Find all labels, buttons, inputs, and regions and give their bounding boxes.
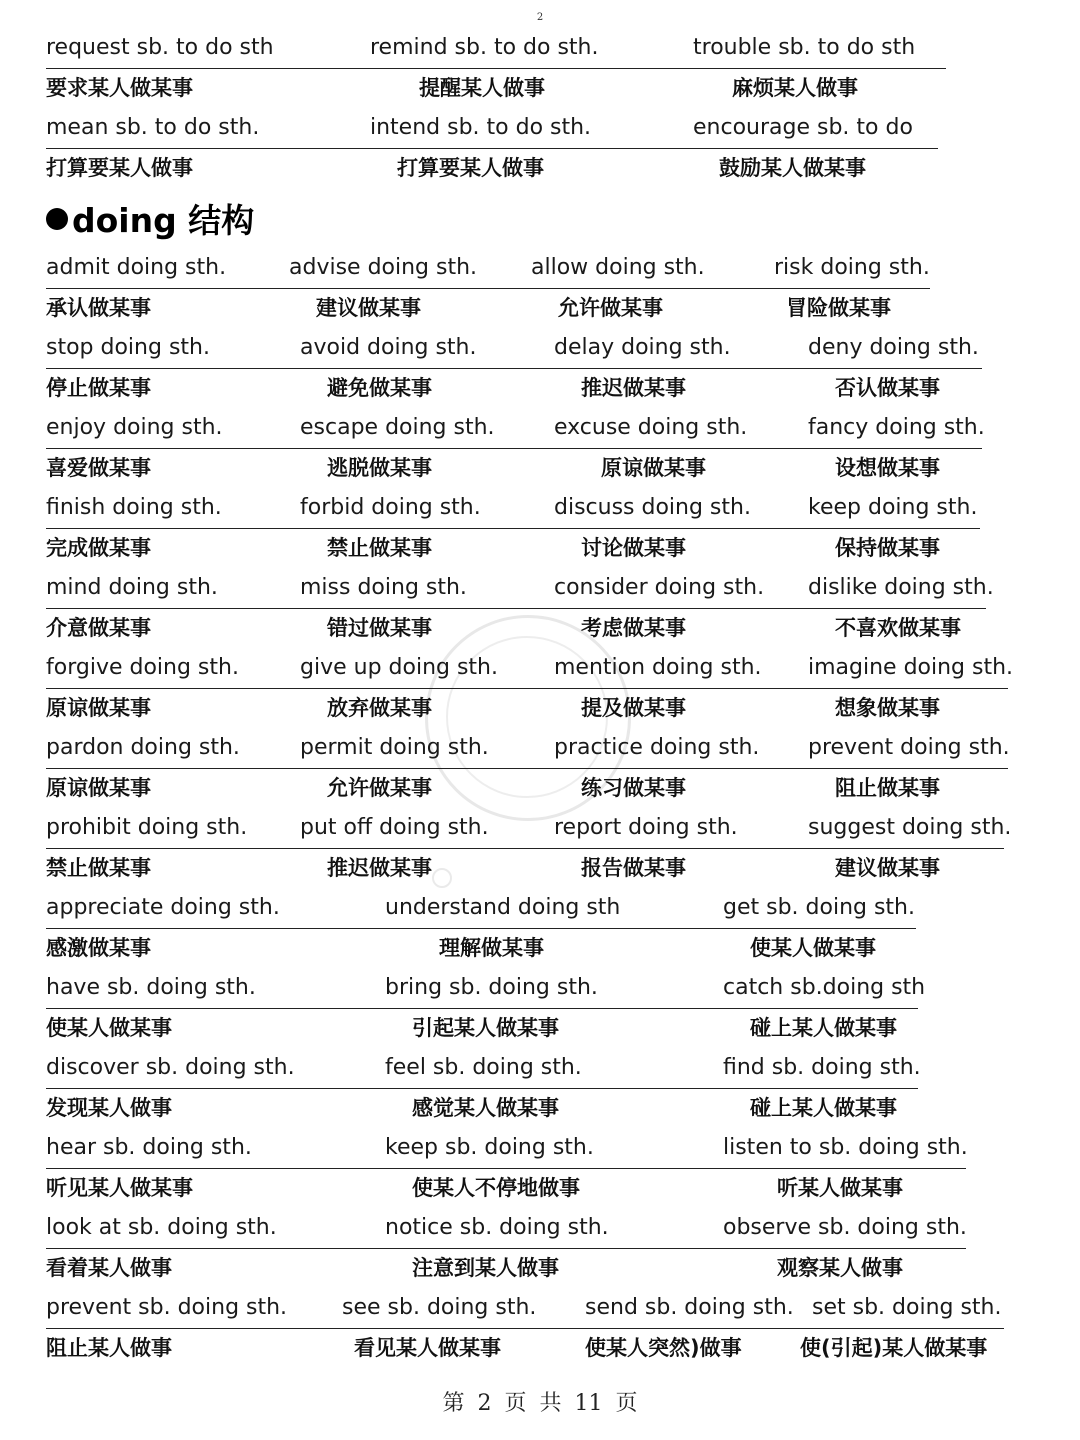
phrase-en: listen to sb. doing sth.: [723, 1135, 968, 1160]
phrase-en: escape doing sth.: [300, 415, 495, 440]
phrase-zh: 看见某人做某事: [354, 1336, 501, 1360]
phrase-en: trouble sb. to do sth: [693, 35, 916, 60]
phrase-row-en: [46, 1128, 966, 1169]
phrase-zh: 打算要某人做事: [46, 156, 193, 180]
phrase-zh: 理解做某事: [439, 936, 544, 960]
phrase-en: bring sb. doing sth.: [385, 975, 598, 1000]
phrase-en: report doing sth.: [554, 815, 738, 840]
phrase-zh: 使某人做某事: [750, 936, 876, 960]
phrase-zh: 错过做某事: [327, 616, 432, 640]
phrase-row-zh: [46, 1168, 966, 1208]
phrase-zh: 使某人做某事: [46, 1016, 172, 1040]
phrase-row-en: [46, 1288, 1004, 1329]
phrase-en: avoid doing sth.: [300, 335, 477, 360]
phrase-en: find sb. doing sth.: [723, 1055, 921, 1080]
phrase-en: prevent sb. doing sth.: [46, 1295, 288, 1320]
phrase-zh: 引起某人做某事: [412, 1016, 559, 1040]
phrase-zh: 碰上某人做某事: [750, 1016, 897, 1040]
phrase-zh: 使某人突然)做事: [585, 1336, 742, 1360]
phrase-en: admit doing sth.: [46, 255, 227, 280]
phrase-zh: 阻止做某事: [835, 776, 940, 800]
phrase-zh: 考虑做某事: [581, 616, 686, 640]
phrase-zh: 感激做某事: [46, 936, 151, 960]
phrase-en: keep doing sth.: [808, 495, 978, 520]
phrase-en: get sb. doing sth.: [723, 895, 915, 920]
phrase-zh: 否认做某事: [835, 376, 940, 400]
phrase-zh: 练习做某事: [581, 776, 686, 800]
phrase-en: prevent doing sth.: [808, 735, 1010, 760]
phrase-row-zh: [46, 1088, 946, 1128]
phrase-en: stop doing sth.: [46, 335, 210, 360]
phrase-row-zh: [46, 928, 946, 968]
phrase-zh: 禁止做某事: [46, 856, 151, 880]
phrase-zh: 逃脱做某事: [327, 456, 432, 480]
phrase-zh: 发现某人做事: [46, 1096, 172, 1120]
phrase-zh: 打算要某人做事: [397, 156, 544, 180]
phrase-zh: 放弃做某事: [327, 696, 432, 720]
phrase-en: understand doing sth: [385, 895, 621, 920]
phrase-zh: 使(引起)某人做某事: [800, 1336, 988, 1360]
phrase-en: permit doing sth.: [300, 735, 489, 760]
phrase-en: keep sb. doing sth.: [385, 1135, 594, 1160]
phrase-zh: 使某人不停地做事: [412, 1176, 580, 1200]
phrase-zh: 提醒某人做事: [419, 76, 545, 100]
phrase-zh: 避免做某事: [327, 376, 432, 400]
phrase-row-zh: [46, 148, 946, 188]
phrase-zh: 完成做某事: [46, 536, 151, 560]
phrase-en: mean sb. to do sth.: [46, 115, 260, 140]
phrase-en: send sb. doing sth.: [585, 1295, 794, 1320]
phrase-en: encourage sb. to do: [693, 115, 913, 140]
phrase-zh: 提及做某事: [581, 696, 686, 720]
phrase-zh: 禁止做某事: [327, 536, 432, 560]
phrase-zh: 建议做某事: [835, 856, 940, 880]
phrase-en: imagine doing sth.: [808, 655, 1014, 680]
phrase-row-zh: [46, 1328, 1016, 1368]
phrase-zh: 建议做某事: [316, 296, 421, 320]
phrase-en: mention doing sth.: [554, 655, 762, 680]
phrase-zh: 不喜欢做某事: [835, 616, 961, 640]
phrase-en: discuss doing sth.: [554, 495, 751, 520]
phrase-en: have sb. doing sth.: [46, 975, 256, 1000]
phrase-row-zh: [46, 608, 986, 648]
phrase-en: advise doing sth.: [289, 255, 478, 280]
phrase-en: see sb. doing sth.: [342, 1295, 537, 1320]
phrase-zh: 喜爱做某事: [46, 456, 151, 480]
phrase-en: risk doing sth.: [774, 255, 930, 280]
phrase-zh: 停止做某事: [46, 376, 151, 400]
phrase-en: forbid doing sth.: [300, 495, 481, 520]
phrase-zh: 听某人做某事: [777, 1176, 903, 1200]
phrase-zh: 报告做某事: [581, 856, 686, 880]
phrase-row-en: [46, 328, 982, 369]
phrase-en: intend sb. to do sth.: [370, 115, 592, 140]
phrase-row-en: [46, 648, 1014, 689]
phrase-row-en: [46, 1048, 921, 1089]
phrase-zh: 设想做某事: [835, 456, 940, 480]
phrase-zh: 麻烦某人做事: [732, 76, 858, 100]
phrase-en: miss doing sth.: [300, 575, 467, 600]
phrase-zh: 允许做某事: [327, 776, 432, 800]
phrase-zh: 允许做某事: [558, 296, 663, 320]
phrase-en: fancy doing sth.: [808, 415, 985, 440]
phrase-zh: 保持做某事: [835, 536, 940, 560]
phrase-en: dislike doing sth.: [808, 575, 994, 600]
phrase-en: excuse doing sth.: [554, 415, 748, 440]
phrase-zh: 推迟做某事: [327, 856, 432, 880]
phrase-zh: 原谅做某事: [46, 776, 151, 800]
phrase-en: consider doing sth.: [554, 575, 765, 600]
phrase-en: practice doing sth.: [554, 735, 760, 760]
phrase-zh: 原谅做某事: [46, 696, 151, 720]
phrase-zh: 听见某人做某事: [46, 1176, 193, 1200]
phrase-en: allow doing sth.: [531, 255, 705, 280]
phrase-zh: 碰上某人做某事: [750, 1096, 897, 1120]
phrase-row-zh: [46, 1008, 946, 1048]
page-number-mark: 2: [536, 12, 544, 23]
phrase-zh: 观察某人做事: [777, 1256, 903, 1280]
phrase-row-en: [46, 888, 916, 929]
phrase-row-en: [46, 1208, 966, 1249]
phrase-en: look at sb. doing sth.: [46, 1215, 277, 1240]
phrase-en: mind doing sth.: [46, 575, 218, 600]
phrase-row-zh: [46, 688, 1008, 728]
phrase-zh: 鼓励某人做某事: [719, 156, 866, 180]
phrase-en: request sb. to do sth: [46, 35, 274, 60]
phrase-row-zh: [46, 768, 1008, 808]
phrase-zh: 介意做某事: [46, 616, 151, 640]
phrase-row-en: [46, 728, 1008, 769]
phrase-en: prohibit doing sth.: [46, 815, 248, 840]
phrase-en: notice sb. doing sth.: [385, 1215, 609, 1240]
phrase-zh: 讨论做某事: [581, 536, 686, 560]
phrase-row-en: [46, 248, 930, 289]
phrase-row-zh: [46, 848, 1004, 888]
phrase-zh: 阻止某人做事: [46, 1336, 172, 1360]
phrase-row-en: [46, 488, 980, 529]
phrase-en: enjoy doing sth.: [46, 415, 223, 440]
phrase-row-en: [46, 408, 985, 449]
section-heading-text: doing 结构: [72, 201, 255, 240]
phrase-row-zh: [46, 1248, 966, 1288]
phrase-en: discover sb. doing sth.: [46, 1055, 295, 1080]
phrase-en: put off doing sth.: [300, 815, 489, 840]
phrase-en: give up doing sth.: [300, 655, 498, 680]
phrase-en: catch sb.doing sth: [723, 975, 926, 1000]
phrase-row-zh: [46, 528, 980, 568]
phrase-zh: 看着某人做事: [46, 1256, 172, 1280]
phrase-en: appreciate doing sth.: [46, 895, 280, 920]
phrase-en: hear sb. doing sth.: [46, 1135, 252, 1160]
section-heading: [46, 196, 254, 246]
phrase-en: forgive doing sth.: [46, 655, 239, 680]
phrase-en: remind sb. to do sth.: [370, 35, 599, 60]
phrase-row-zh: [46, 368, 982, 408]
phrase-zh: 承认做某事: [46, 296, 151, 320]
page-footer: 第 2 页 共 11 页: [442, 1391, 638, 1416]
phrase-zh: 想象做某事: [835, 696, 940, 720]
phrase-row-zh: [46, 68, 946, 108]
phrase-zh: 推迟做某事: [581, 376, 686, 400]
phrase-en: set sb. doing sth.: [812, 1295, 1002, 1320]
phrase-en: feel sb. doing sth.: [385, 1055, 582, 1080]
phrase-zh: 冒险做某事: [786, 296, 891, 320]
phrase-zh: 感觉某人做某事: [412, 1096, 559, 1120]
phrase-zh: 要求某人做某事: [46, 76, 193, 100]
phrase-row-zh: [46, 288, 946, 328]
phrase-row-en: [46, 108, 938, 149]
phrase-en: delay doing sth.: [554, 335, 731, 360]
phrase-zh: 原谅做某事: [601, 456, 706, 480]
phrase-row-en: [46, 568, 994, 609]
phrase-en: finish doing sth.: [46, 495, 222, 520]
phrase-row-en: [46, 808, 1012, 849]
phrase-en: observe sb. doing sth.: [723, 1215, 967, 1240]
phrase-en: deny doing sth.: [808, 335, 979, 360]
phrase-zh: 注意到某人做事: [412, 1256, 559, 1280]
phrase-en: pardon doing sth.: [46, 735, 240, 760]
phrase-row-zh: [46, 448, 982, 488]
phrase-row-en: [46, 968, 926, 1009]
phrase-en: suggest doing sth.: [808, 815, 1012, 840]
phrase-row-en: [46, 28, 946, 69]
bullet-icon: [46, 208, 68, 230]
